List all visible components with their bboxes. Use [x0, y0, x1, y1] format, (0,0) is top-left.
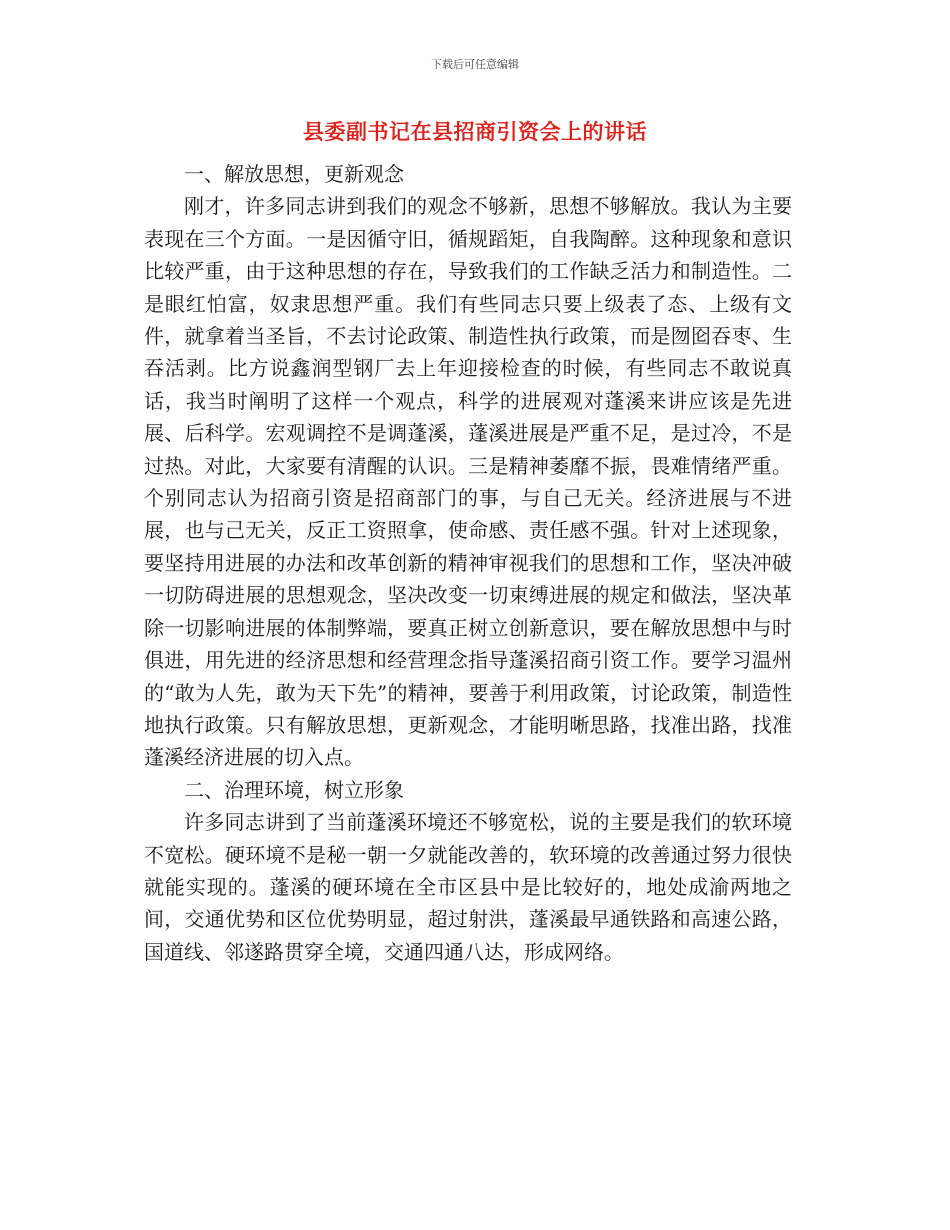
section-heading-2: 二、治理环境，树立形象: [184, 777, 404, 802]
header-note: 下载后可任意编辑: [431, 58, 519, 71]
paragraph-1: 刚才，许多同志讲到我们的观念不够新，思想不够解放。我认为主要表现在三个方面。一是因循守旧，循规蹈矩，自我陶醉。这种现象和意识比较严重，由于这种思想的存在，导致我们的工作缺乏活力和制造性。二是眼红怕富，奴隶思想严重。我们有些同志只要上级表了态、上级有文件，就拿着当圣旨，不去讨论政策、制造性执行政策，而是囫囵吞枣、生吞活剥。比方说鑫润型钢厂去上年迎接检查的时候，有些同志不敢说真话，我当时阐明了这样一个观点，科学的进展观对蓬溪来讲应该是先进展、后科学。宏观调控不是调蓬溪，蓬溪进展是严重不足，是过冷，不是过热。对此，大家要有清醒的认识。三是精神萎靡不振，畏难情绪严重。个别同志认为招商引资是招商部门的事，与自己无关。经济进展与不进展，也与己无关，反正工资照拿，使命感、责任感不强。针对上述现象，要坚持用进展的办法和改革创新的精神审视我们的思想和工作，坚决冲破一切防碍进展的思想观念，坚决改变一切束缚进展的规定和做法，坚决革除一切影响进展的体制弊端，要真正树立创新意识，要在解放思想中与时俱进，用先进的经济思想和经营理念指导蓬溪招商引资工作。要学习温州的“敢为人先，敢为天下先”的精神，要善于利用政策，讨论政策，制造性地执行政策。只有解放思想，更新观念，才能明晰思路，找准出路，找准蓬溪经济进展的切入点。: [144, 194, 792, 770]
document-body: [144, 158, 792, 968]
paragraph-2: 许多同志讲到了当前蓬溪环境还不够宽松，说的主要是我们的软环境不宽松。硬环境不是秘一朝一夕就能改善的，软环境的改善通过努力很快就能实现的。蓬溪的硬环境在全市区县中是比较好的，地处成渝两地之间，交通优势和区位优势明显，超过射洪，蓬溪最早通铁路和高速公路，国道线、邻遂路贯穿全境，交通四通八达，形成网络。: [144, 810, 792, 964]
document-title: 县委副书记在县招商引资会上的讲话: [303, 120, 647, 144]
section-heading-1: 一、解放思想，更新观念: [184, 162, 404, 186]
